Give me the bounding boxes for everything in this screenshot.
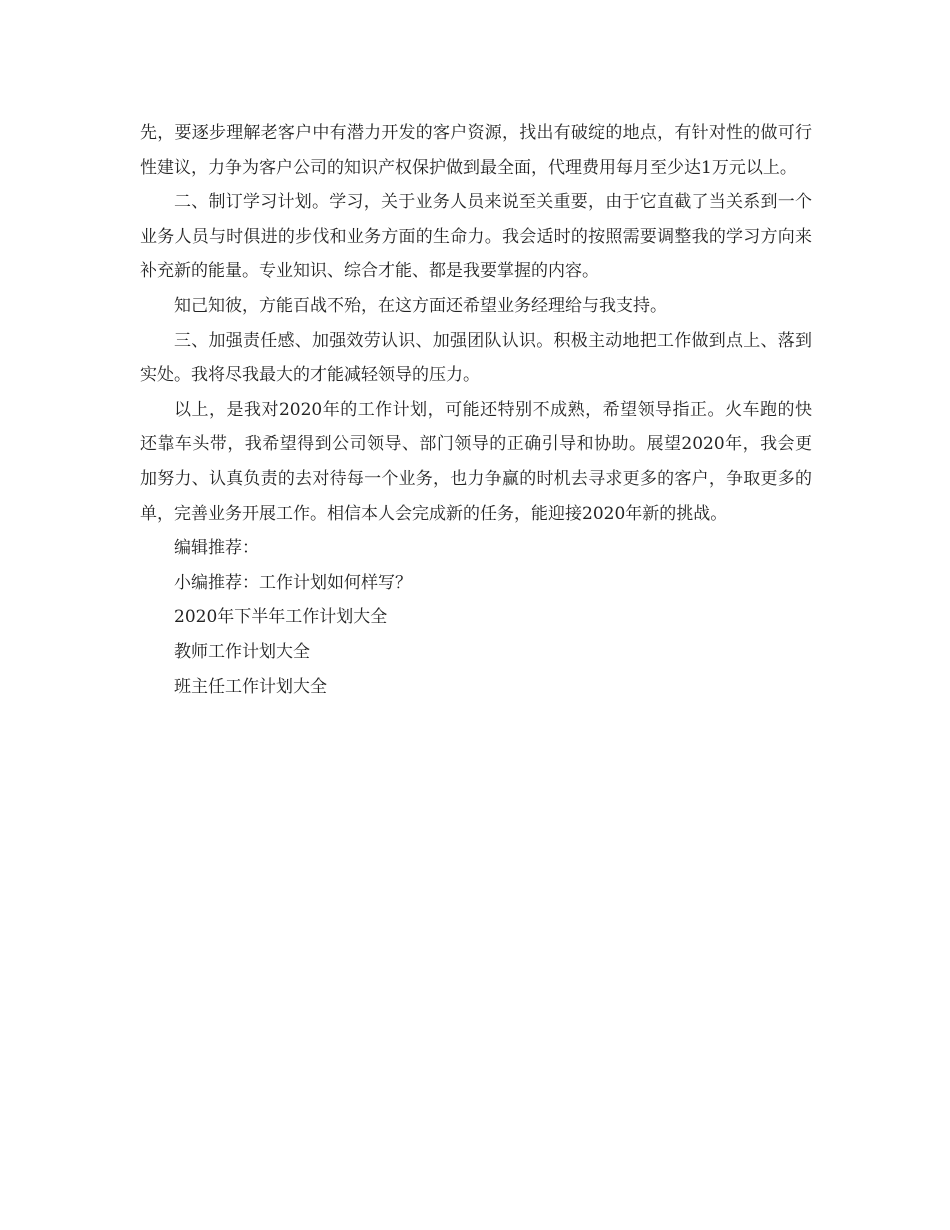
recommend-link-class-teacher-plan[interactable]: 班主任工作计划大全 <box>174 676 327 697</box>
recommend-link-how-to-write[interactable]: 小编推荐：工作计划如何样写？ <box>174 572 412 593</box>
paragraph-know-yourself: 知己知彼，方能百战不殆，在这方面还希望业务经理给与我支持。 <box>174 295 667 316</box>
recommend-heading: 编辑推荐： <box>174 538 259 559</box>
paragraph-continuation: 先，要逐步理解老客户中有潜力开发的客户资源，找出有破绽的地点，有针对性的做可行性建议，力争为客户公司的知识产权保护做到最全面，代理费用每月至少达1万元以上。 <box>140 123 812 178</box>
paragraph-conclusion: 以上，是我对2020年的工作计划，可能还特别不成熟，希望领导指正。火车跑的快还靠车头带，我希望得到公司领导、部门领导的正确引导和协助。展望2020年，我会更加努力、认真负责的去对待每一个业务，也力争赢的时机去寻求更多的客户，争取更多的单，完善业务开展工作。相信本人会完成新的任务，能迎接2020年新的挑战。 <box>140 399 812 524</box>
recommend-link-second-half-plan[interactable]: 2020年下半年工作计划大全 <box>174 607 388 628</box>
recommend-link-teacher-plan[interactable]: 教师工作计划大全 <box>174 641 310 662</box>
paragraph-study-plan: 二、制订学习计划。学习，关于业务人员来说至关重要，由于它直截了当关系到一个业务人员与时俱进的步伐和业务方面的生命力。我会适时的按照需要调整我的学习方向来补充新的能量。专业知识、综合才能、都是我要掌握的内容。 <box>140 192 812 282</box>
recommend-section <box>140 531 812 704</box>
document-body <box>140 116 812 704</box>
paragraph-responsibility: 三、加强责任感、加强效劳认识、加强团队认识。积极主动地把工作做到点上、落到实处。我将尽我最大的才能减轻领导的压力。 <box>140 330 812 386</box>
